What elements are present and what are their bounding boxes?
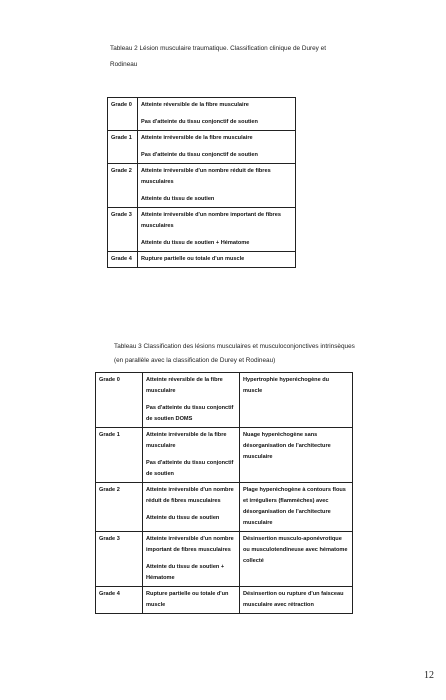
- grade-cell: Grade 1: [96, 428, 143, 483]
- description-cell: [138, 98, 296, 131]
- description-line: Pas d'atteinte du tissu conjonctif de soutien DOMS: [146, 405, 234, 422]
- table-row: [96, 532, 353, 587]
- grade-cell: Grade 0: [96, 373, 143, 428]
- description-line: Atteinte irréversible de la fibre musculaire: [146, 432, 227, 449]
- imaging-cell: Désinsertion musculo-aponévrotique ou musculotendineuse avec hématome collecté: [240, 532, 353, 587]
- description-cell: [143, 373, 240, 428]
- description-cell: [143, 428, 240, 483]
- description-line: Atteinte réversible de la fibre musculaire: [146, 377, 223, 394]
- description-line: Atteinte irréversible d'un nombre réduit de fibres musculaires: [141, 168, 271, 185]
- table1-caption-line2: Rodineau: [110, 61, 138, 68]
- description-line: Rupture partielle ou totale d'un muscle: [146, 591, 229, 608]
- imaging-cell: Nuage hyperéchogène sans désorganisation de l'architecture musculaire: [240, 428, 353, 483]
- grade-cell: Grade 4: [96, 587, 143, 614]
- table-row: [108, 208, 296, 252]
- imaging-cell: Plage hyperéchogène à contours flous et irréguliers (flammèches) avec désorganisation de l'architecture musculaire: [240, 483, 353, 532]
- table-row: [108, 164, 296, 208]
- table-row: [96, 587, 353, 614]
- table-row: [108, 98, 296, 131]
- page-number: 12: [424, 670, 434, 681]
- table-row: [108, 131, 296, 164]
- description-line: Atteinte du tissu de soutien: [146, 515, 220, 521]
- grade-cell: Grade 0: [108, 98, 138, 131]
- grade-cell: Grade 1: [108, 131, 138, 164]
- grade-cell: Grade 3: [96, 532, 143, 587]
- description-line: Atteinte irréversible de la fibre musculaire: [141, 135, 253, 141]
- table1-caption-line1: Tableau 2 Lésion musculaire traumatique. Classification clinique de Durey et: [110, 45, 326, 52]
- description-line: Rupture partielle ou totale d'un muscle: [141, 256, 245, 262]
- description-cell: [143, 532, 240, 587]
- table-row: [108, 252, 296, 268]
- description-line: Atteinte du tissu de soutien + Hématome: [146, 564, 225, 581]
- description-line: Atteinte du tissu de soutien: [141, 196, 215, 202]
- description-cell: [138, 252, 296, 268]
- description-cell: [138, 208, 296, 252]
- table2-caption-line1: Tableau 3 Classification des lésions musculaires et musculoconjonctives intrinsèques: [114, 343, 355, 350]
- table-row: [96, 483, 353, 532]
- table2-caption-line2: (en parallèle avec la classification de Durey et Rodineau): [114, 357, 276, 364]
- description-line: Atteinte irréversible d'un nombre réduit de fibres musculaires: [146, 487, 234, 504]
- grade-cell: Grade 2: [108, 164, 138, 208]
- description-line: Atteinte irréversible d'un nombre important de fibres musculaires: [141, 212, 281, 229]
- description-cell: [143, 483, 240, 532]
- description-line: Pas d'atteinte du tissu conjonctif de soutien: [141, 119, 258, 125]
- description-cell: [138, 164, 296, 208]
- imaging-cell: Hypertrophie hyperéchogène du muscle: [240, 373, 353, 428]
- intrinsic-lesions-table: [95, 372, 353, 614]
- table-row: [96, 373, 353, 428]
- description-line: Pas d'atteinte du tissu conjonctif de soutien: [141, 152, 258, 158]
- description-cell: [143, 587, 240, 614]
- description-line: Atteinte réversible de la fibre musculaire: [141, 102, 249, 108]
- description-line: Atteinte du tissu de soutien + Hématome: [141, 240, 250, 246]
- imaging-cell: Désinsertion ou rupture d'un faisceau musculaire avec rétraction: [240, 587, 353, 614]
- grade-cell: Grade 3: [108, 208, 138, 252]
- grade-cell: Grade 2: [96, 483, 143, 532]
- description-line: Pas d'atteinte du tissu conjonctif de soutien: [146, 460, 234, 477]
- description-cell: [138, 131, 296, 164]
- description-line: Atteinte irréversible d'un nombre important de fibres musculaires: [146, 536, 234, 553]
- durey-rodineau-table: [107, 97, 296, 268]
- table-row: [96, 428, 353, 483]
- grade-cell: Grade 4: [108, 252, 138, 268]
